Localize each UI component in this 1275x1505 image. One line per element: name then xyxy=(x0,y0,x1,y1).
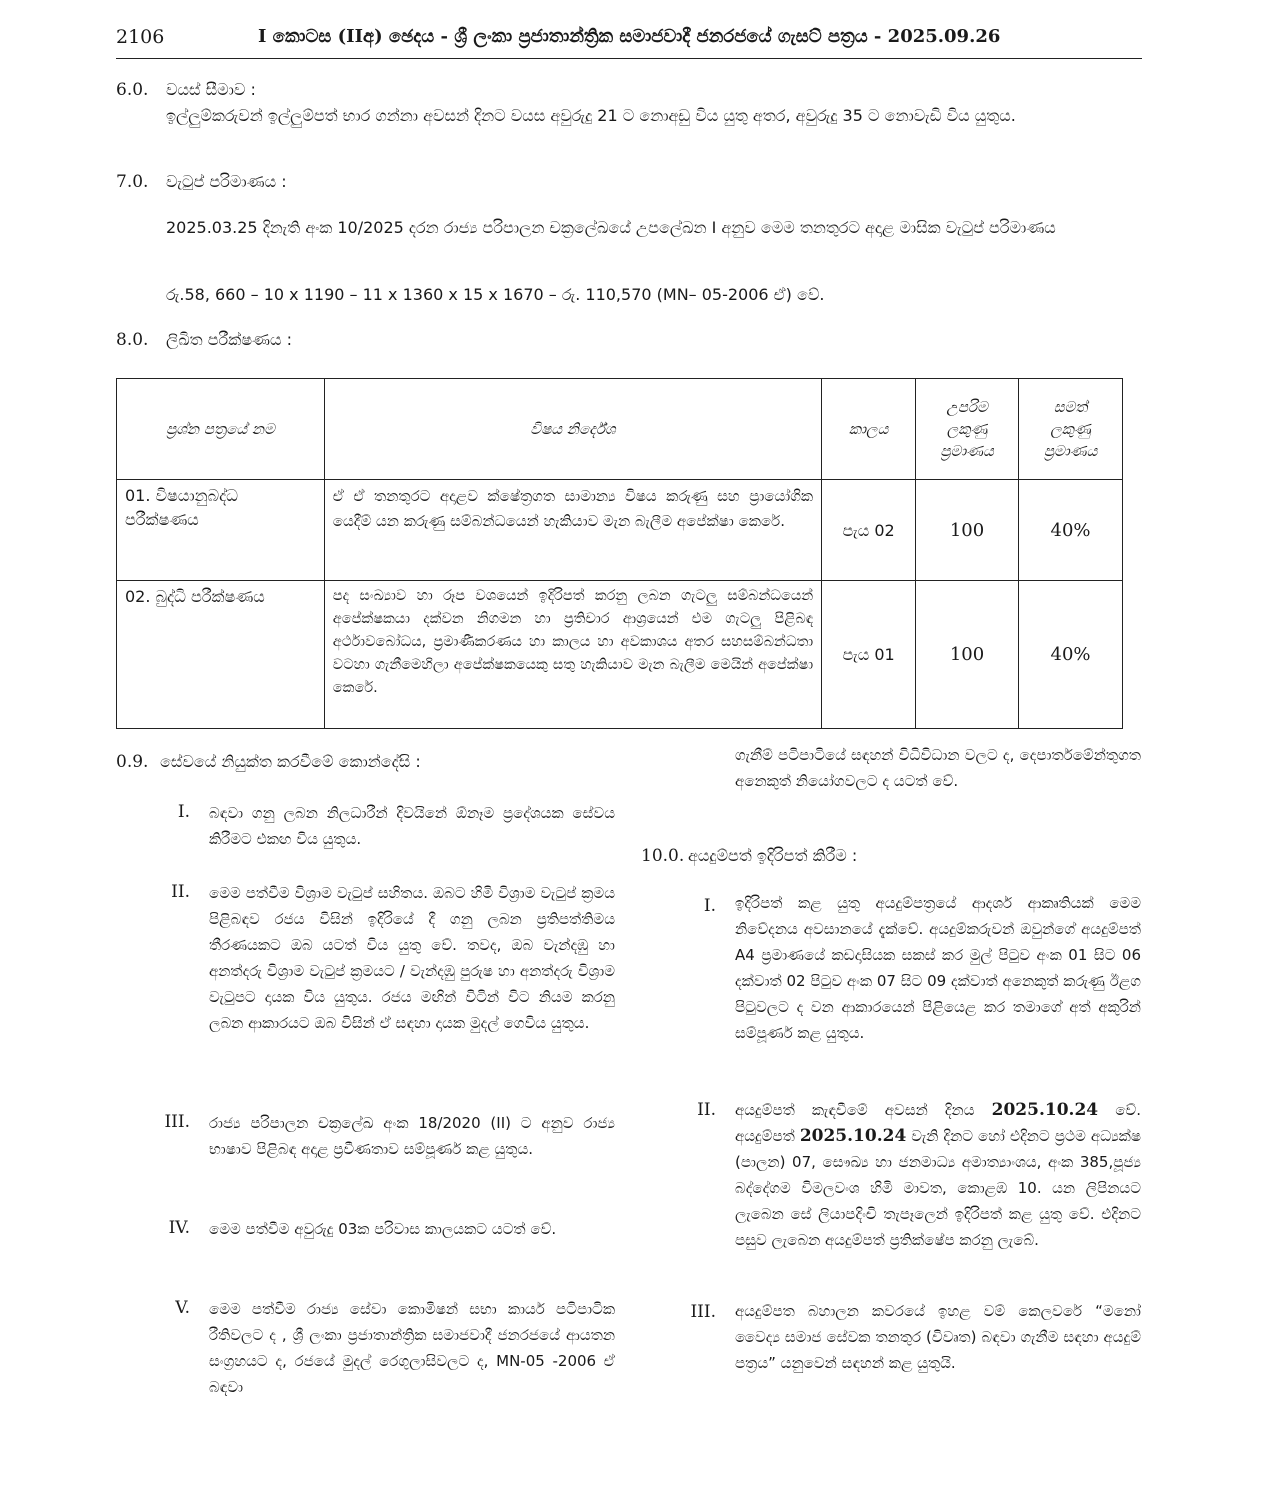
header-rule xyxy=(116,58,1142,59)
condition-numeral: II. xyxy=(171,882,190,902)
exam-table xyxy=(116,378,1123,729)
paper-pass-marks: 40% xyxy=(1019,581,1123,729)
deadline-text-pre: අයදුම්පත් කැඳවීමේ අවසන් දිනය xyxy=(735,1101,975,1119)
condition-text: රාජ්‍ය පරිපාලන චක්‍රලේඛ අංක 18/2020 (II) ට අනුව රාජ්‍ය භාෂාව පිළිබඳ අදාළ ප්‍රවීණතාව සම්පූර්ණ කළ යුතුය. xyxy=(209,1114,615,1158)
deadline-text-post: වැනි දිනට හෝ එදිනට ප්‍රථම අධ්‍යක්ෂ (පාලන) 07, සෞඛ්‍ය හා ජනමාධ්‍ය අමාත්‍යාංශය, අංක 385,පූජ්‍ය බද්දේගම විමලවංශ හිමි මාවත, කොළඹ 10. යන ලිපිනයට ලැබෙන සේ ලියාපදිංචි තැපෑලෙන් ඉදිරිපත් කළ යුතු වේ. එදිනට පසුව ලැබෙන අයදුම්පත් ප්‍රතික්ෂේප කරනු ලැබේ. xyxy=(735,1127,1141,1249)
salary-scale: රු.58, 660 – 10 x 1190 – 11 x 1360 x 15 x 1670 – රු. 110,570 (MN– 05-2006 ඒ) වේ. xyxy=(166,285,825,304)
application-text xyxy=(735,1097,1141,1253)
deadline-date: 2025.10.24 xyxy=(991,1100,1099,1120)
section-6-text: ඉල්ලුම්කරුවන් ඉල්ලුම්පත් භාර ගන්නා අවසන් දිනට වයස අවුරුදු 21 ට නොඅඩු විය යුතු අතර, අවුරුදු 35 ට නොවැඩි විය යුතුය. xyxy=(166,106,1016,125)
paper-time: පැය 01 xyxy=(822,581,916,729)
application-text: අයදුම්පත බහාලන කවරයේ ඉහළ වම් කෙලවරේ “මනෝ වෛද්‍ය සමාජ සේවක තනතුර (විවෘත) බඳවා ගැනීම සඳහා අයදුම් පත්‍රය” යනුවෙන් සඳහන් කළ යුතුයි. xyxy=(735,1302,1141,1372)
condition-text: මෙම පත්වීම අවුරුදු 03ක පරිවාස කාලයකට යටත් වේ. xyxy=(209,1220,557,1238)
col-header-time: කාලය xyxy=(822,379,916,480)
section-7-number: 7.0. xyxy=(116,172,149,192)
col-header-max-marks: උපරිම ලකුණු ප්‍රමාණය xyxy=(916,379,1019,480)
paper-syllabus: ඒ ඒ තනතුරට අදාළව ක්ෂේත්‍රගත සාමාන්‍ය විෂය කරුණු සහ ප්‍රායෝගික යෙදීම් යන කරුණු සම්බන්ධයෙන් හැකියාව මැන බැලීම අපේක්ෂා කෙරේ. xyxy=(324,480,821,581)
condition-numeral: V. xyxy=(175,1298,190,1318)
paper-name: 01. විෂයානුබද්ධ පරීක්ෂණය xyxy=(117,480,325,581)
condition-text-continued: ගැනීම් පටිපාටියේ සඳහන් විධිවිධාන වලට ද, දෙපාර්තමේන්තුගත අනෙකුත් නියෝගවලට ද යටත් වේ. xyxy=(735,746,1141,790)
paper-syllabus: පද සංඛ්‍යාව හා රූප වශයෙන් ඉදිරිපත් කරනු ලබන ගැටලු සම්බන්ධයෙන් අපේක්ෂකයා දක්වන නිගමන හා ප්‍රතිචාර ආශ්‍රයෙන් එම ගැටලු පිළිබඳ අර්ථාවබෝධය, ප්‍රමාණීකරණය හා කාලය හා අවකාශය අතර සහසම්බන්ධතා වටහා ගැනීමෙහිලා අපේක්ෂකයෙකු සතු හැකියාව මැන බැලීම මෙයින් අපේක්ෂා කෙරේ. xyxy=(324,581,821,729)
table-row xyxy=(117,581,1123,729)
section-6-number: 6.0. xyxy=(116,80,149,100)
section-8-heading: ලිඛිත පරීක්ෂණය : xyxy=(166,330,292,349)
paper-time: පැය 02 xyxy=(822,480,916,581)
paper-max-marks: 100 xyxy=(916,480,1019,581)
table-header-row xyxy=(117,379,1123,480)
section-7-text: 2025.03.25 දිනැති අංක 10/2025 දරන රාජ්‍ය පරිපාලන චක්‍රලේඛයේ උපලේඛන I අනුව මෙම තනතුරට අදාළ මාසික වැටුප් පරිමාණය xyxy=(166,218,1056,237)
section-6-heading: වයස් සීමාව : xyxy=(166,80,256,99)
condition-numeral: I. xyxy=(177,802,190,822)
section-9-heading: සේවයේ නියුක්ත කරවීමේ කොන්දේසි : xyxy=(160,752,421,771)
col-header-pass-marks: සමත් ලකුණු ප්‍රමාණය xyxy=(1019,379,1123,480)
application-numeral: III. xyxy=(690,1302,716,1322)
section-8-number: 8.0. xyxy=(116,330,149,350)
application-numeral: II. xyxy=(697,1100,716,1120)
condition-text: බඳවා ගනු ලබන නිලධාරීන් දිවයිනේ ඕනෑම ප්‍රදේශයක සේවය කිරීමට එකඟ විය යුතුය. xyxy=(209,804,615,848)
deadline-date: 2025.10.24 xyxy=(799,1126,907,1146)
col-header-paper: ප්‍රශ්න පත්‍රයේ නම xyxy=(117,379,325,480)
col-header-syllabus: විෂය නිර්දේශ xyxy=(324,379,821,480)
section-10-heading: අයදුම්පත් ඉදිරිපත් කිරීම : xyxy=(688,846,858,865)
deadline-text-mid: වේ. අයදුම්පත් xyxy=(735,1101,1141,1145)
section-10-number: 10.0. xyxy=(641,846,685,866)
condition-text: මෙම පත්වීම රාජ්‍ය සේවා කොමිෂන් සභා කාර්ය පටිපාටික රීතිවලට ද , ශ්‍රී ලංකා ප්‍රජාතාන්ත්‍රික සමාජවාදී ජනරජයේ ආයතන සංග්‍රහයට ද, රජයේ මුදල් රෙගුලාසිවලට ද, MN-05 -2006 ඒ බඳවා xyxy=(209,1300,615,1396)
section-9-number: 0.9. xyxy=(116,752,149,772)
table-row xyxy=(117,480,1123,581)
condition-numeral: III. xyxy=(164,1112,190,1132)
gazette-title: I කොටස (IIඅ) ඡෙදය - ශ්‍රී ලංකා ප්‍රජාතාන්ත්‍රික සමාජවාදී ජනරජයේ ගැසට් පත්‍රය - 2025.09.26 xyxy=(258,26,1001,47)
paper-name: 02. බුද්ධි පරීක්ෂණය xyxy=(117,581,325,729)
paper-pass-marks: 40% xyxy=(1019,480,1123,581)
application-numeral: I. xyxy=(703,896,716,916)
condition-text: මෙම පත්වීම විශ්‍රාම වැටුප් සහිතය. ඔබට හිමි විශ්‍රාම වැටුප් ක්‍රමය පිළිබඳව රජය විසින් ඉදිරියේ දී ගනු ලබන ප්‍රතිපත්තිමය තීරණයකට ඔබ යටත් විය යුතු වේ. තවද, ඔබ වැන්දඹු හා අනත්දරු විශ්‍රාම වැටුප් ක්‍රමයට / වැන්දඹු පුරුෂ හා අනත්දරු විශ්‍රාම වැටුපට දායක විය යුතුය. රජය මඟින් විටින් විට නියම කරනු ලබන ආකාරයට ඔබ විසින් ඒ සඳහා දායක මුදල් ගෙවිය යුතුය. xyxy=(209,884,615,1032)
section-7-heading: වැටුප් පරිමාණය : xyxy=(166,172,287,191)
page-number: 2106 xyxy=(116,26,165,48)
application-text: ඉදිරිපත් කළ යුතු අයදුම්පත්‍රයේ ආදර්ශ ආකෘතියක් මෙම නිවේදනය අවසානයේ දැක්වේ. අයදුම්කරුවන් ඔවුන්ගේ අයදුම්පත් A4 ප්‍රමාණයේ කඩදාසියක සකස් කර මුල් පිටුව අංක 01 සිට 06 දක්වාත් 02 පිටුව අංක 07 සිට 09 දක්වාත් අනෙකුත් කරුණු ඊළග පිටුවලට ද වන ආකාරයෙන් පිළියෙළ කර තමාගේ අත් අකුරින් සම්පූර්ණ කළ යුතුය. xyxy=(735,894,1141,1042)
paper-max-marks: 100 xyxy=(916,581,1019,729)
condition-numeral: IV. xyxy=(168,1218,190,1238)
